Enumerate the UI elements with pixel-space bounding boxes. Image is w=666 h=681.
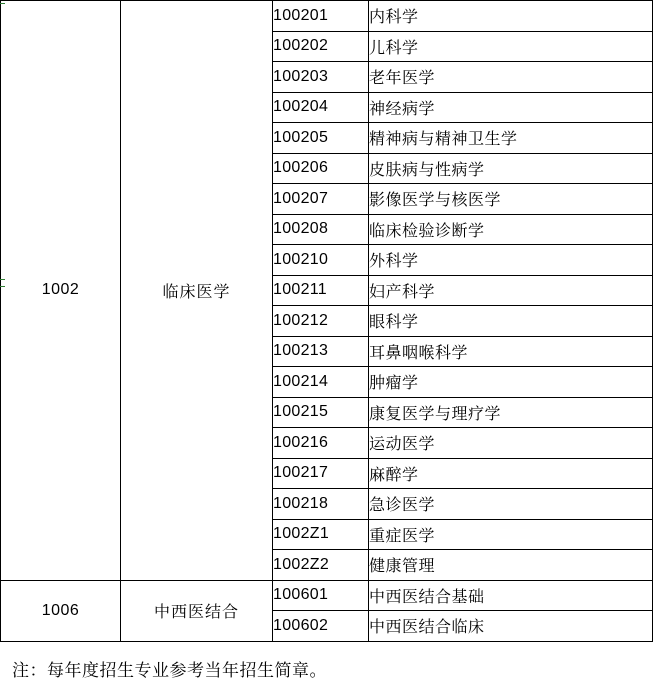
discipline-name-cell: 临床医学 — [121, 1, 273, 581]
major-name-cell: 内科学 — [369, 1, 653, 32]
major-name-cell: 中西医结合临床 — [369, 611, 653, 642]
major-code-cell: 100203 — [273, 62, 369, 93]
major-code-cell: 100204 — [273, 92, 369, 123]
majors-table-body — [1, 1, 653, 642]
major-code-cell: 100213 — [273, 336, 369, 367]
major-name-cell: 麻醉学 — [369, 458, 653, 489]
major-name-cell: 急诊医学 — [369, 489, 653, 520]
major-code-cell: 100214 — [273, 367, 369, 398]
major-name-cell: 老年医学 — [369, 62, 653, 93]
major-name-cell: 影像医学与核医学 — [369, 184, 653, 215]
table-row — [1, 580, 653, 611]
major-code-cell: 100601 — [273, 580, 369, 611]
edge-marker-icon — [0, 279, 5, 280]
major-code-cell: 100207 — [273, 184, 369, 215]
major-name-cell: 神经病学 — [369, 92, 653, 123]
table-note: 注：每年度招生专业参考当年招生简章。 — [12, 660, 327, 680]
major-name-cell: 健康管理 — [369, 550, 653, 581]
major-code-cell: 100602 — [273, 611, 369, 642]
major-code-cell: 100211 — [273, 275, 369, 306]
major-name-cell: 耳鼻咽喉科学 — [369, 336, 653, 367]
major-code-cell: 100201 — [273, 1, 369, 32]
major-code-cell: 100202 — [273, 31, 369, 62]
edge-marker-icon — [0, 3, 5, 4]
major-name-cell: 中西医结合基础 — [369, 580, 653, 611]
major-code-cell: 100210 — [273, 245, 369, 276]
discipline-name-cell: 中西医结合 — [121, 580, 273, 641]
major-name-cell: 肿瘤学 — [369, 367, 653, 398]
major-code-cell: 100218 — [273, 489, 369, 520]
major-name-cell: 运动医学 — [369, 428, 653, 459]
major-code-cell: 100208 — [273, 214, 369, 245]
major-code-cell: 100215 — [273, 397, 369, 428]
major-name-cell: 妇产科学 — [369, 275, 653, 306]
major-code-cell: 1002Z2 — [273, 550, 369, 581]
discipline-code-cell: 1002 — [1, 1, 121, 581]
major-code-cell: 1002Z1 — [273, 519, 369, 550]
major-name-cell: 精神病与精神卫生学 — [369, 123, 653, 154]
major-name-cell: 儿科学 — [369, 31, 653, 62]
major-name-cell: 外科学 — [369, 245, 653, 276]
major-code-cell: 100206 — [273, 153, 369, 184]
major-name-cell: 临床检验诊断学 — [369, 214, 653, 245]
major-code-cell: 100212 — [273, 306, 369, 337]
major-code-cell: 100217 — [273, 458, 369, 489]
major-name-cell: 康复医学与理疗学 — [369, 397, 653, 428]
major-name-cell: 皮肤病与性病学 — [369, 153, 653, 184]
major-code-cell: 100216 — [273, 428, 369, 459]
discipline-code-cell: 1006 — [1, 580, 121, 641]
major-code-cell: 100205 — [273, 123, 369, 154]
table-row — [1, 1, 653, 32]
edge-marker-icon — [0, 286, 5, 287]
major-name-cell: 眼科学 — [369, 306, 653, 337]
major-name-cell: 重症医学 — [369, 519, 653, 550]
